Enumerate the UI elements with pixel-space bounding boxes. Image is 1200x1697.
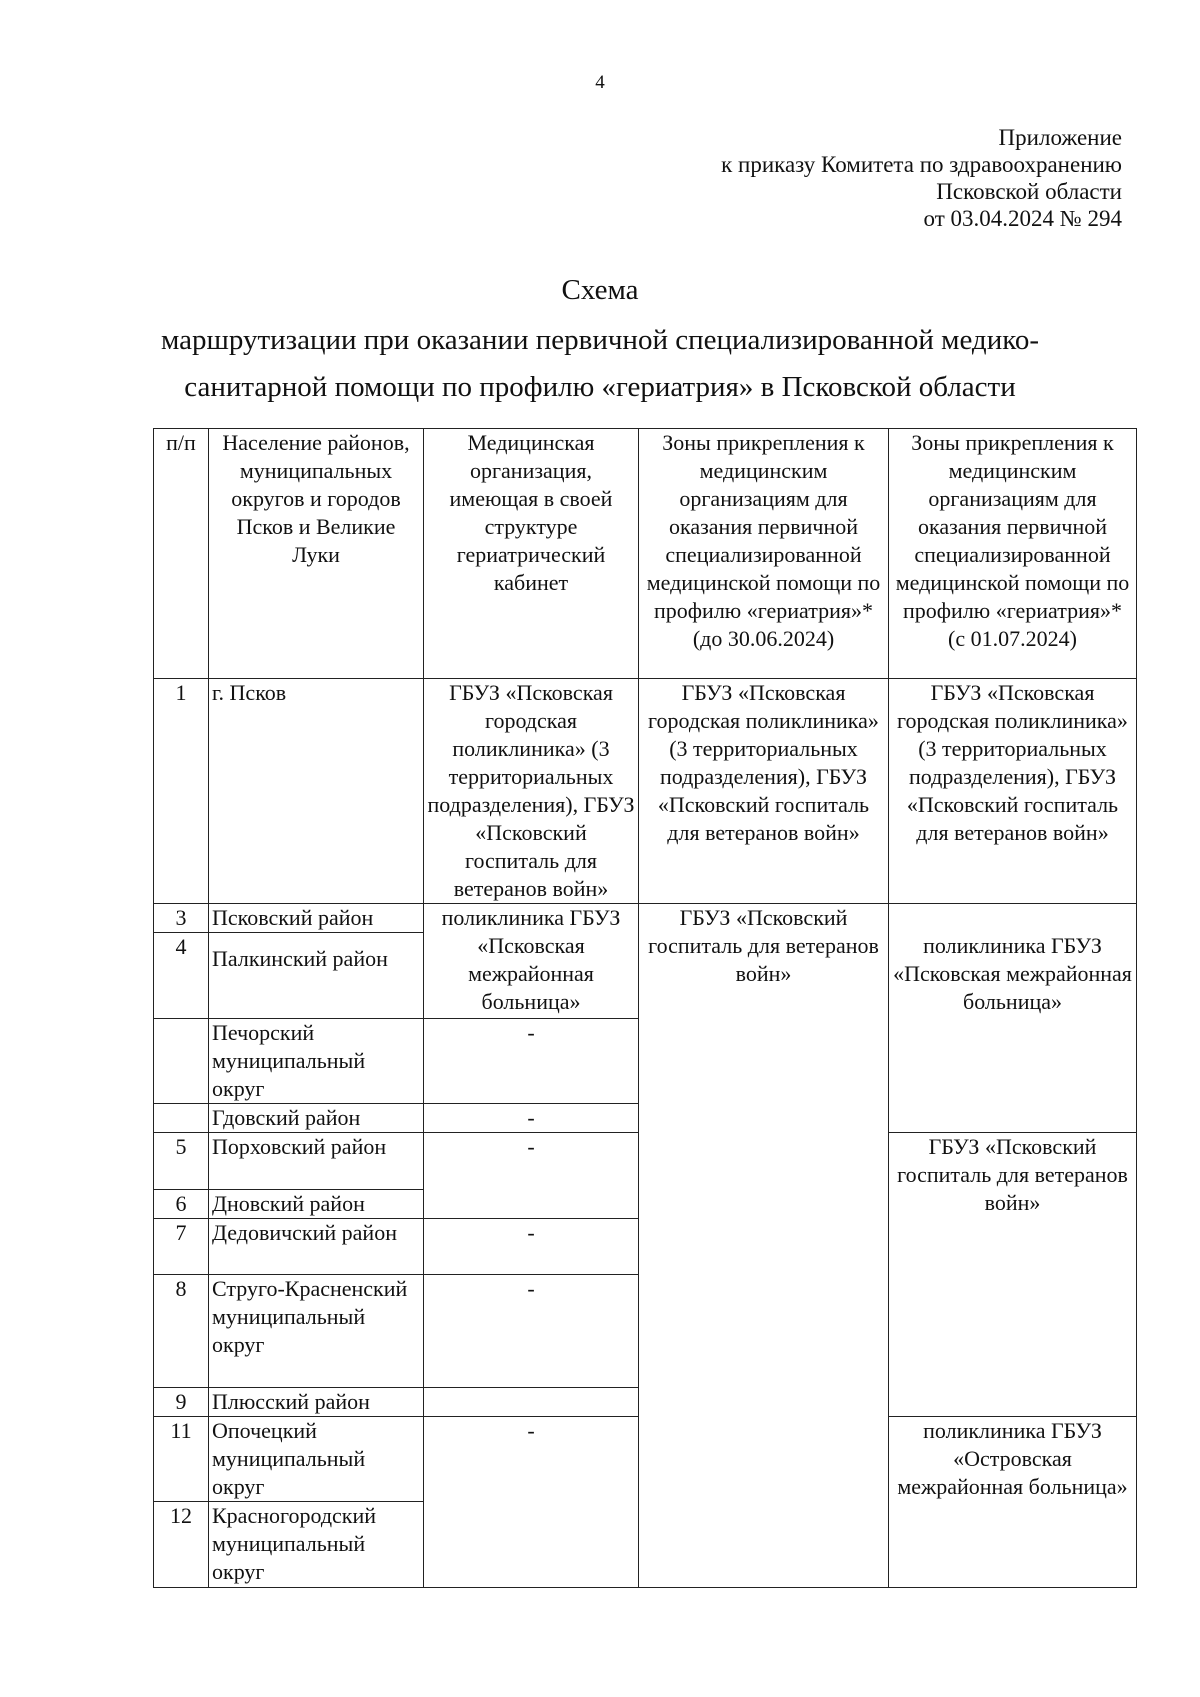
row-area: Псковский район <box>209 904 424 933</box>
zone-after-group: поликлиника ГБУЗ «Псковская межрайонная больница» <box>889 904 1137 1133</box>
zone-after-group: ГБУЗ «Псковский госпиталь для ветеранов войн» <box>889 1133 1137 1417</box>
row-num: 9 <box>154 1388 209 1417</box>
row-area: Опочецкий муниципальный округ <box>209 1417 424 1502</box>
zone-after-group: поликлиника ГБУЗ «Островская межрайонная больница» <box>889 1417 1137 1588</box>
row-org: - <box>424 1417 639 1588</box>
header-zone-before: Зоны прикрепления к медицинским организациям для оказания первичной специализированной медицинской помощи по профилю «гериатрия»* (до 30.06.2024) <box>639 429 889 679</box>
appendix-date-number: от 03.04.2024 № 294 <box>923 206 1122 231</box>
row-num: 4 <box>154 933 209 1019</box>
row-num <box>154 1019 209 1104</box>
page-number: 4 <box>595 72 605 93</box>
zone-before-group: ГБУЗ «Псковский госпиталь для ветеранов войн» <box>639 904 889 1588</box>
appendix-line: к приказу Комитета по здравоохранению <box>721 152 1122 177</box>
appendix-block <box>721 124 1122 232</box>
header-area: Население районов, муниципальных округов и городов Псков и Великие Луки <box>209 429 424 679</box>
row-org: - <box>424 1275 639 1388</box>
row-num: 7 <box>154 1219 209 1275</box>
row-area: Печорский муниципальный округ <box>209 1019 424 1104</box>
row-num: 8 <box>154 1275 209 1388</box>
row-org: - <box>424 1104 639 1133</box>
row-num: 6 <box>154 1190 209 1219</box>
row-num: 1 <box>154 679 209 904</box>
row-num: 11 <box>154 1417 209 1502</box>
appendix-line: Псковской области <box>936 179 1122 204</box>
header-org: Медицинская организация, имеющая в своей структуре гериатрический кабинет <box>424 429 639 679</box>
table-header-row <box>154 429 1137 679</box>
row-area: Гдовский район <box>209 1104 424 1133</box>
row-zone-before: ГБУЗ «Псковская городская поликлиника» (3 территориальных подразделения), ГБУЗ «Псковский госпиталь для ветеранов войн» <box>639 679 889 904</box>
header-num: п/п <box>154 429 209 679</box>
row-num: 5 <box>154 1133 209 1190</box>
row-zone-after: ГБУЗ «Псковская городская поликлиника» (3 территориальных подразделения), ГБУЗ «Псковский госпиталь для ветеранов войн» <box>889 679 1137 904</box>
appendix-line: Приложение <box>998 125 1122 150</box>
row-num: 3 <box>154 904 209 933</box>
row-org: поликлиника ГБУЗ «Псковская межрайонная больница» <box>424 904 639 1019</box>
row-org-empty <box>424 1388 639 1417</box>
row-area: Порховский район <box>209 1133 424 1190</box>
row-area: Дедовичский район <box>209 1219 424 1275</box>
row-area: Струго-Красненский муниципальный округ <box>209 1275 424 1388</box>
row-org: ГБУЗ «Псковская городская поликлиника» (3 территориальных подразделения), ГБУЗ «Псковский госпиталь для ветеранов войн» <box>424 679 639 904</box>
table-row <box>154 679 1137 904</box>
document-subtitle: маршрутизации при оказании первичной специализированной медико-санитарной помощи по профилю «гериатрия» в Псковской области <box>160 324 1039 403</box>
routing-table <box>153 428 1137 1588</box>
row-area: г. Псков <box>209 679 424 904</box>
document-title: Схема <box>561 274 639 306</box>
row-area: Дновский район <box>209 1190 424 1219</box>
row-org: - <box>424 1219 639 1275</box>
row-area: Палкинский район <box>209 933 424 1019</box>
row-num: 12 <box>154 1502 209 1588</box>
row-org: - <box>424 1133 639 1219</box>
table-row <box>154 904 1137 933</box>
header-zone-after: Зоны прикрепления к медицинским организациям для оказания первичной специализированной медицинской помощи по профилю «гериатрия»* (с 01.07.2024) <box>889 429 1137 679</box>
row-area: Плюсский район <box>209 1388 424 1417</box>
row-num <box>154 1104 209 1133</box>
row-area: Красногородский муниципальный округ <box>209 1502 424 1588</box>
row-org: - <box>424 1019 639 1104</box>
